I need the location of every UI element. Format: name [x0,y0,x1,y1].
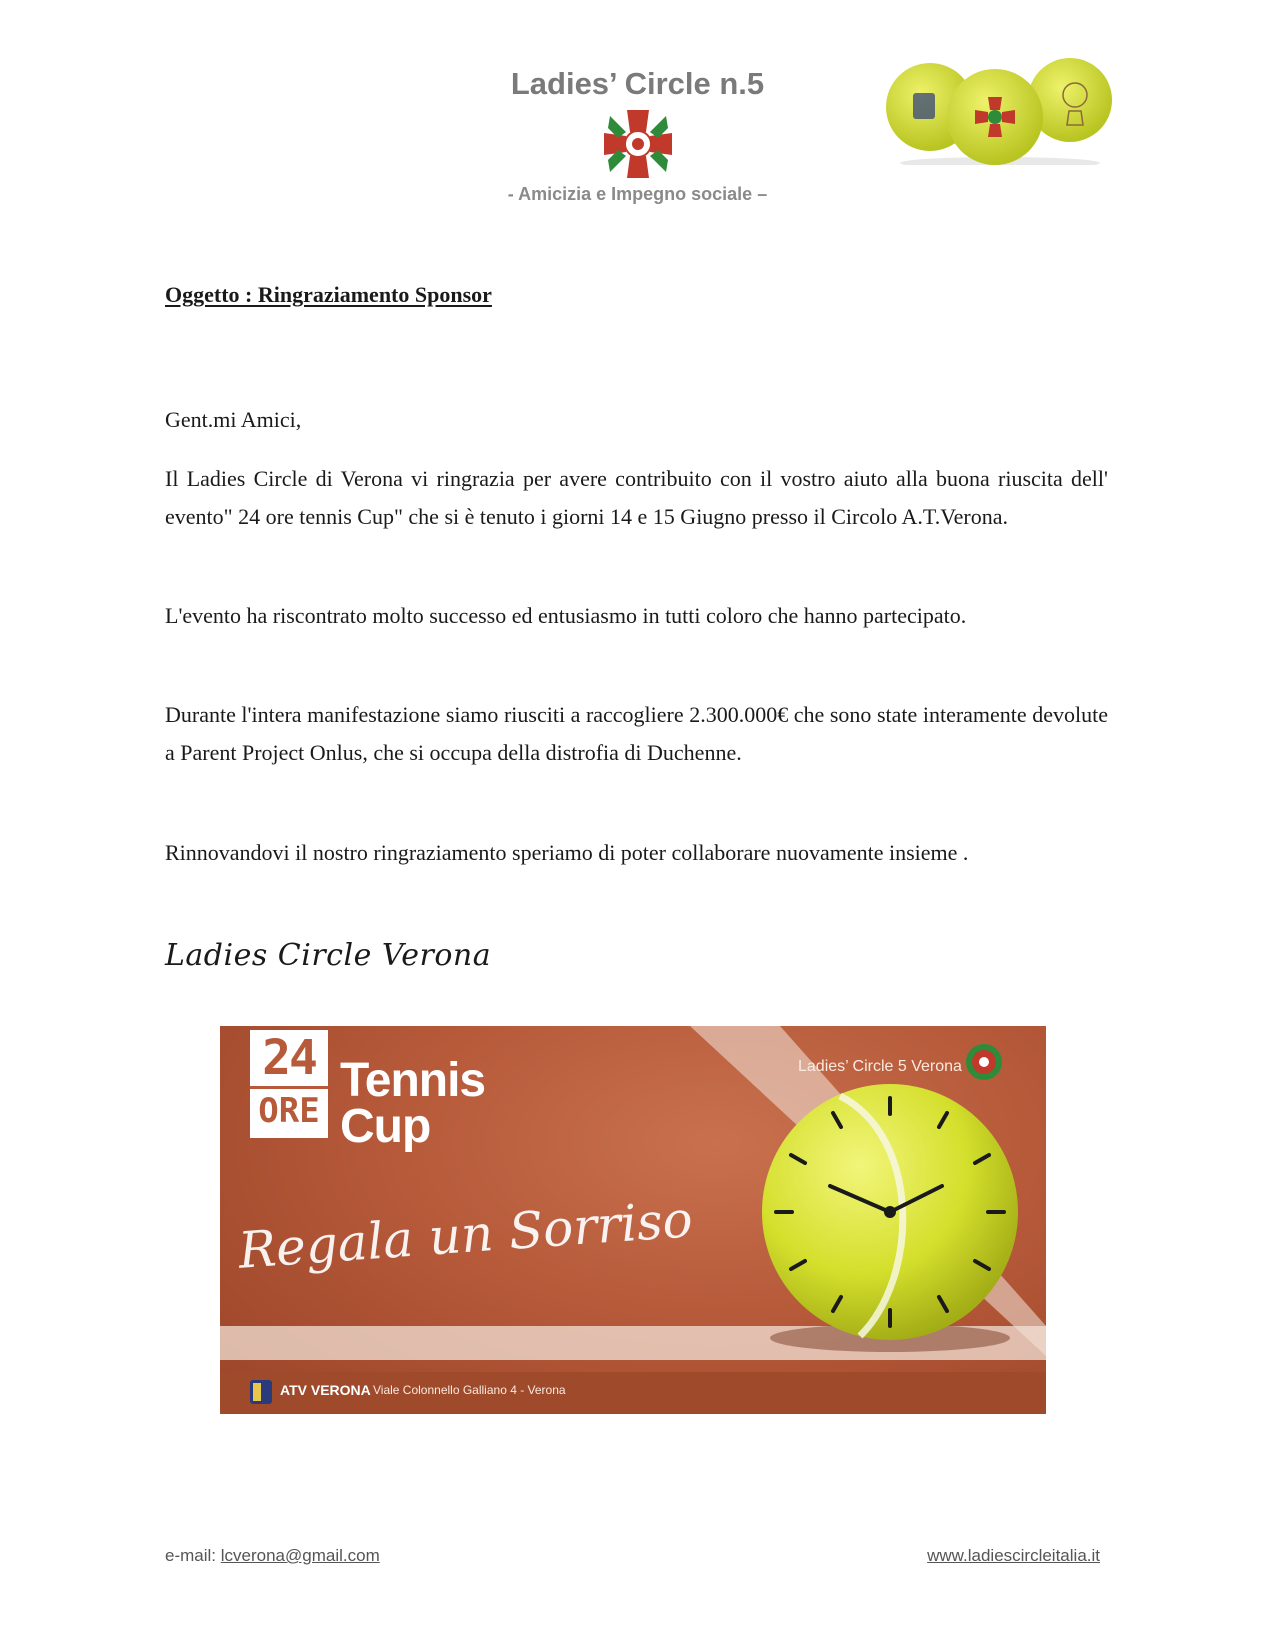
email-link[interactable]: lcverona@gmail.com [220,1546,380,1565]
event-banner [220,1026,1046,1414]
banner-ore: ORE [250,1086,328,1133]
email-label: e-mail: [165,1546,217,1565]
subject-line: Oggetto : Ringraziamento Sponsor [165,282,492,307]
ladies-circle-emblem-icon [601,107,675,181]
paragraph-closing: Rinnovandovi il nostro ringraziamento speriamo di poter collaborare nuovamente insieme . [165,840,969,865]
tennis-balls-icon [885,55,1115,165]
signature: Ladies Circle Verona [165,938,492,973]
header-motto: - Amicizia e Impegno sociale – [507,184,768,204]
website-link[interactable]: www.ladiescircleitalia.it [927,1546,1100,1565]
banner-number: 24 [262,1030,316,1086]
banner-event-name [340,1054,486,1153]
footer-email [165,1546,380,1566]
banner-event-line1: Tennis [340,1054,486,1107]
paragraph-thanks: Il Ladies Circle di Verona vi ringrazia per avere contribuito con il vostro aiuto alla buona riuscita dell' evento" 24 ore tennis Cup" che si è tenuto i giorni 14 e 15 Giugno presso il Circolo A.T.Verona. [165,466,1108,529]
banner-slogan: Regala un Sorriso [236,1190,695,1280]
greeting: Gent.mi Amici, [165,407,302,432]
banner-event-line2: Cup [340,1100,431,1153]
paragraph-funds: Durante l'intera manifestazione siamo riusciti a raccogliere 2.300.000€ che sono state interamente devolute a Parent Project Onlus, che si occupa della distrofia di Duchenne. [165,702,1108,765]
header-title: Ladies’ Circle n.5 [510,66,765,101]
banner-address: Viale Colonnello Galliano 4 - Verona [373,1383,566,1397]
banner-organizer: Ladies’ Circle 5 Verona [798,1058,962,1075]
banner-24-ore [250,1030,328,1138]
banner-club: ATV VERONA [280,1382,371,1398]
paragraph-success: L'evento ha riscontrato molto successo ed entusiasmo in tutti coloro che hanno partecipato. [165,603,967,628]
